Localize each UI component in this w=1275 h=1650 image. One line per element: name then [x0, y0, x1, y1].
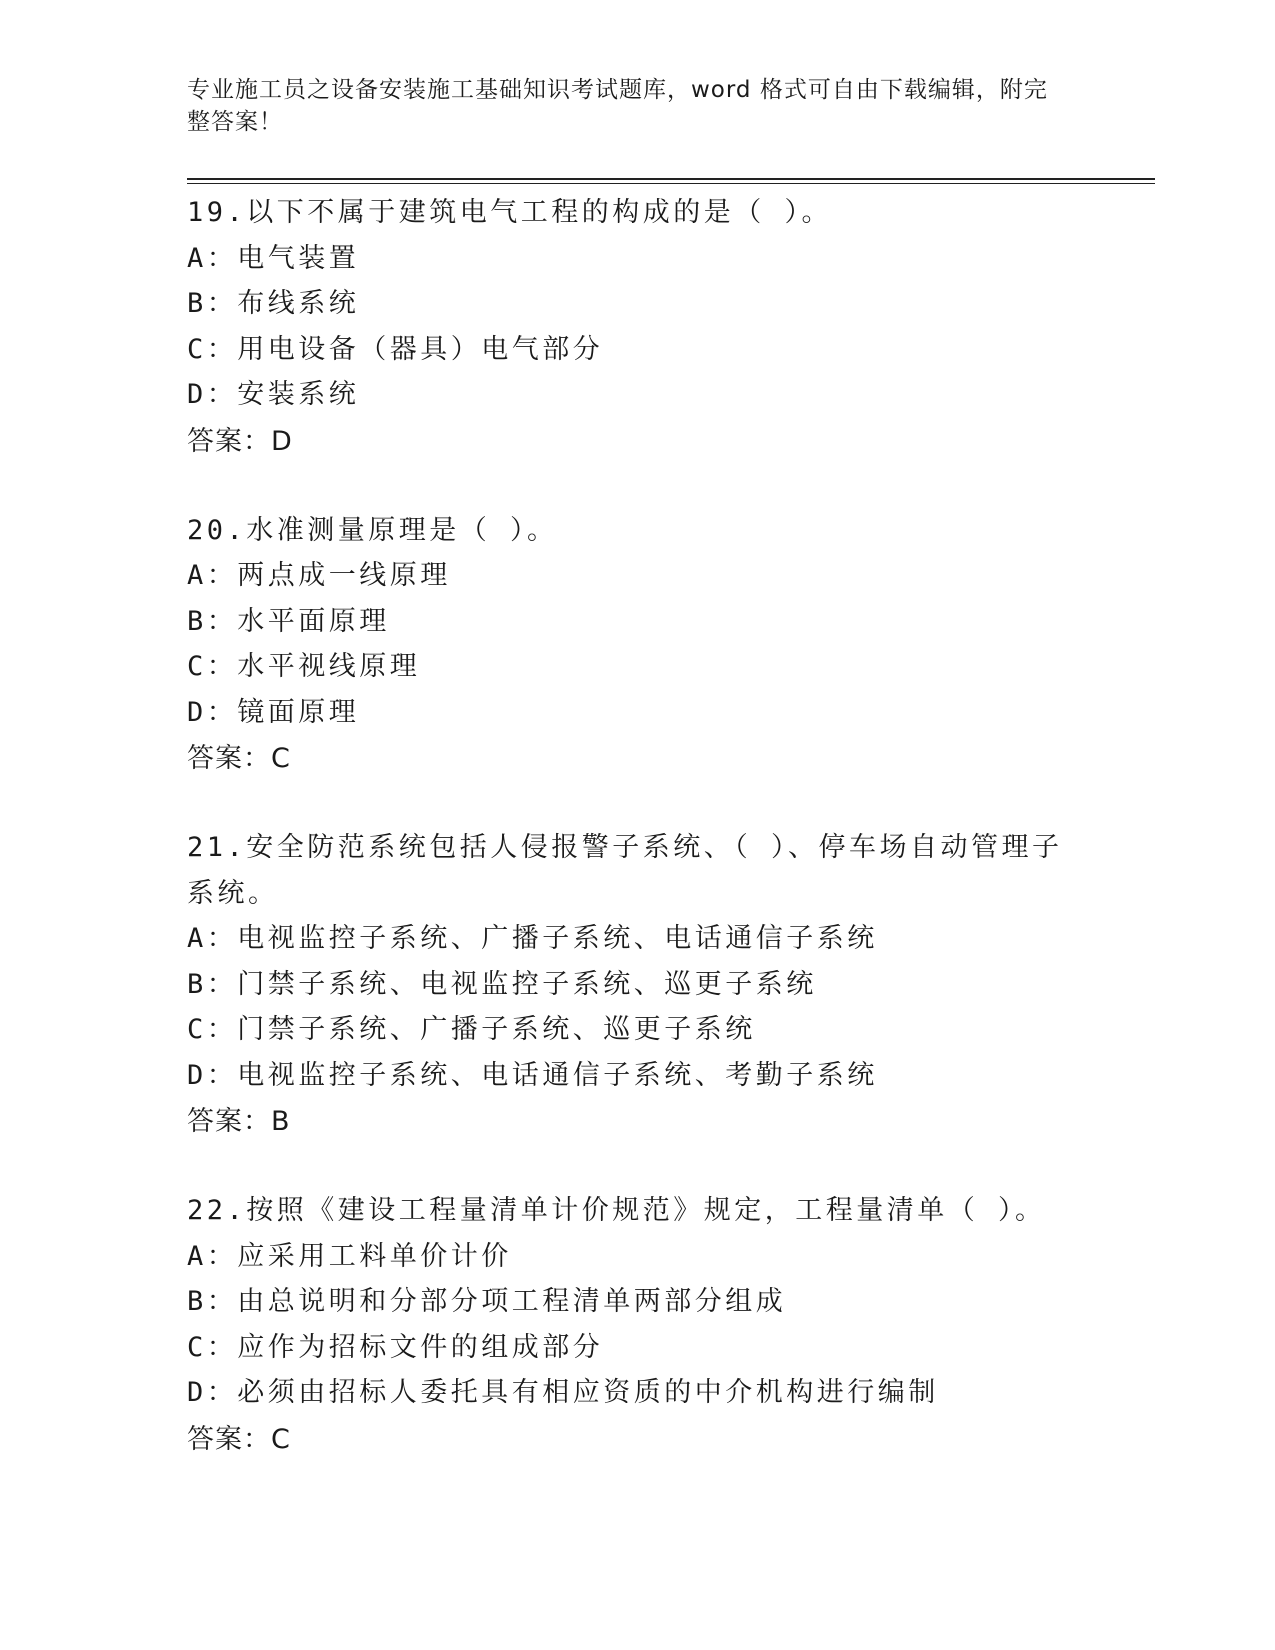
question-22: [187, 1188, 1087, 1463]
question-stem: 19.以下不属于建筑电气工程的构成的是（ ）。: [187, 197, 833, 228]
option-c: C：应作为招标文件的组成部分: [187, 1331, 604, 1363]
option-a: A：电视监控子系统、广播子系统、电话通信子系统: [187, 923, 878, 954]
answer-line: 答案：B: [187, 1106, 291, 1137]
option-c: C：水平视线原理: [187, 651, 421, 682]
option-d: D：电视监控子系统、电话通信子系统、考勤子系统: [187, 1059, 878, 1091]
question-20: [187, 508, 1087, 783]
question-stem: 20.水准测量原理是（ ）。: [187, 514, 558, 546]
question-stem: 21.安全防范系统包括人侵报警子系统、（ ）、停车场自动管理子系统。: [187, 832, 1063, 909]
answer-line: 答案：D: [187, 425, 293, 457]
option-c: C：门禁子系统、广播子系统、巡更子系统: [187, 1014, 756, 1045]
answer-line: 答案：C: [187, 1423, 291, 1455]
option-b: B：门禁子系统、电视监控子系统、巡更子系统: [187, 968, 817, 1000]
header-divider-thick: [187, 178, 1155, 180]
option-d: D：镜面原理: [187, 696, 360, 728]
option-b: B：由总说明和分部分项工程清单两部分组成: [187, 1286, 787, 1317]
answer-line: 答案：C: [187, 743, 291, 774]
option-a: A：两点成一线原理: [187, 560, 451, 591]
option-b: B：水平面原理: [187, 605, 390, 637]
option-c: C：用电设备（器具）电气部分: [187, 333, 604, 365]
option-a: A：电气装置: [187, 242, 360, 274]
question-stem: 22.按照《建设工程量清单计价规范》规定，工程量清单（ ）。: [187, 1195, 1046, 1226]
option-b: B：布线系统: [187, 288, 360, 319]
header-divider-thin: [187, 183, 1155, 184]
question-19: [187, 190, 1087, 465]
option-d: D：安装系统: [187, 379, 360, 410]
option-d: D：必须由招标人委托具有相应资质的中介机构进行编制: [187, 1377, 939, 1408]
question-list: [187, 190, 1087, 1506]
document-description: 专业施工员之设备安装施工基础知识考试题库，word 格式可自由下载编辑，附完整答案！: [187, 77, 1048, 135]
question-21: [187, 825, 1087, 1145]
option-a: A：应采用工料单价计价: [187, 1240, 512, 1272]
